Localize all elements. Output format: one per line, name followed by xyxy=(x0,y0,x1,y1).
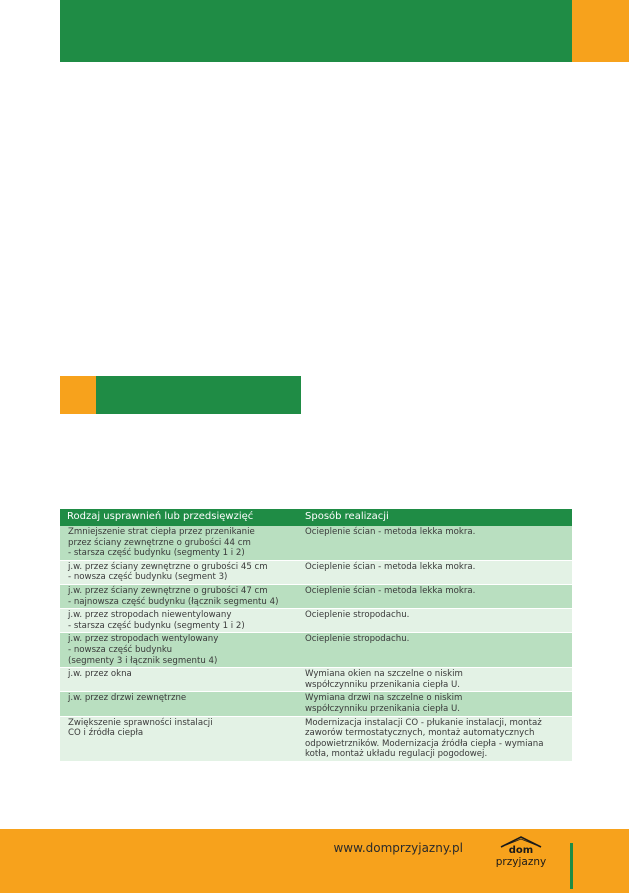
column-header-kind: Rodzaj usprawnień lub przedsięwzięć xyxy=(60,509,298,526)
cell-line: Ocieplenie ścian - metoda lekka mokra. xyxy=(305,527,476,537)
cell-line: współczynniku przenikania ciepła U. xyxy=(305,679,461,690)
cell-line: Zwiększenie sprawności instalacji xyxy=(68,717,213,728)
cell-line: kotła, montaż układu regulacji pogodowej. xyxy=(305,749,488,760)
footer-divider xyxy=(570,843,573,889)
cell-line: - nowsza część budynku (segment 3) xyxy=(68,572,228,583)
cell-line: j.w. przez ściany zewnętrzne o grubości 45 cm xyxy=(68,561,268,572)
table-row xyxy=(60,692,572,716)
table-row xyxy=(60,668,572,692)
cell-line: CO i źródła ciepła xyxy=(68,728,144,739)
footer-website-link[interactable]: www.domprzyjazny.pl xyxy=(333,841,463,855)
cell-line: odpowietrzników. Modernizacja źródła ciepła - wymiana xyxy=(305,738,544,749)
cell-line: j.w. przez drzwi zewnętrzne xyxy=(68,693,187,704)
cell-kind xyxy=(60,692,298,716)
cell-kind xyxy=(60,716,298,761)
cell-method xyxy=(298,668,572,692)
cell-line: j.w. przez stropodach niewentylowany xyxy=(68,610,232,621)
cell-line: Wymiana drzwi na szczelne o niskim xyxy=(305,693,463,704)
table-row xyxy=(60,560,572,584)
cell-line: Zmniejszenie strat ciepła przez przenikanie xyxy=(68,527,255,537)
column-header-method: Sposób realizacji xyxy=(298,509,572,526)
cell-method xyxy=(298,633,572,668)
table-row xyxy=(60,526,572,560)
cell-line: (segmenty 3 i łącznik segmentu 4) xyxy=(68,655,218,666)
cell-line: - najnowsza część budynku (łącznik segmentu 4) xyxy=(68,596,279,607)
cell-line: - nowsza część budynku xyxy=(68,644,173,655)
cell-line: Wymiana okien na szczelne o niskim xyxy=(305,669,463,680)
table-header-row xyxy=(60,509,572,526)
cell-line: Modernizacja instalacji CO - płukanie instalacji, montaż xyxy=(305,717,542,728)
section-heading-bar xyxy=(96,376,301,414)
cell-kind xyxy=(60,526,298,560)
cell-method xyxy=(298,584,572,608)
cell-method xyxy=(298,526,572,560)
cell-line: j.w. przez ściany zewnętrzne o grubości 47 cm xyxy=(68,585,268,596)
cell-line: współczynniku przenikania ciepła U. xyxy=(305,703,461,714)
cell-line: j.w. przez okna xyxy=(68,669,132,680)
cell-method xyxy=(298,716,572,761)
cell-method xyxy=(298,609,572,633)
table-row xyxy=(60,609,572,633)
cell-line: Ocieplenie stropodachu. xyxy=(305,610,410,621)
cell-kind xyxy=(60,633,298,668)
cell-line: Ocieplenie stropodachu. xyxy=(305,634,410,645)
section-marker-orange xyxy=(60,376,96,414)
cell-line: przez ściany zewnętrzne o grubości 44 cm xyxy=(68,537,251,548)
cell-kind xyxy=(60,668,298,692)
table-row xyxy=(60,633,572,668)
header-green-band xyxy=(60,0,572,62)
cell-method xyxy=(298,560,572,584)
cell-method xyxy=(298,692,572,716)
cell-kind xyxy=(60,584,298,608)
cell-line: zaworów termostatycznych, montaż automatycznych xyxy=(305,728,535,739)
cell-line: Ocieplenie ścian - metoda lekka mokra. xyxy=(305,585,476,596)
cell-kind xyxy=(60,560,298,584)
dom-przyjazny-logo xyxy=(488,835,554,885)
logo-word-przyjazny: przyjazny xyxy=(495,856,547,868)
cell-line: - starsza część budynku (segmenty 1 i 2) xyxy=(68,548,245,559)
table-row xyxy=(60,584,572,608)
cell-kind xyxy=(60,609,298,633)
cell-line: j.w. przez stropodach wentylowany xyxy=(68,634,219,645)
table-row xyxy=(60,716,572,761)
header-orange-block xyxy=(572,0,629,62)
logo-word-dom: dom xyxy=(508,845,534,856)
cell-line: - starsza część budynku (segmenty 1 i 2) xyxy=(68,620,245,631)
cell-line: Ocieplenie ścian - metoda lekka mokra. xyxy=(305,561,476,572)
measures-table xyxy=(60,509,572,762)
